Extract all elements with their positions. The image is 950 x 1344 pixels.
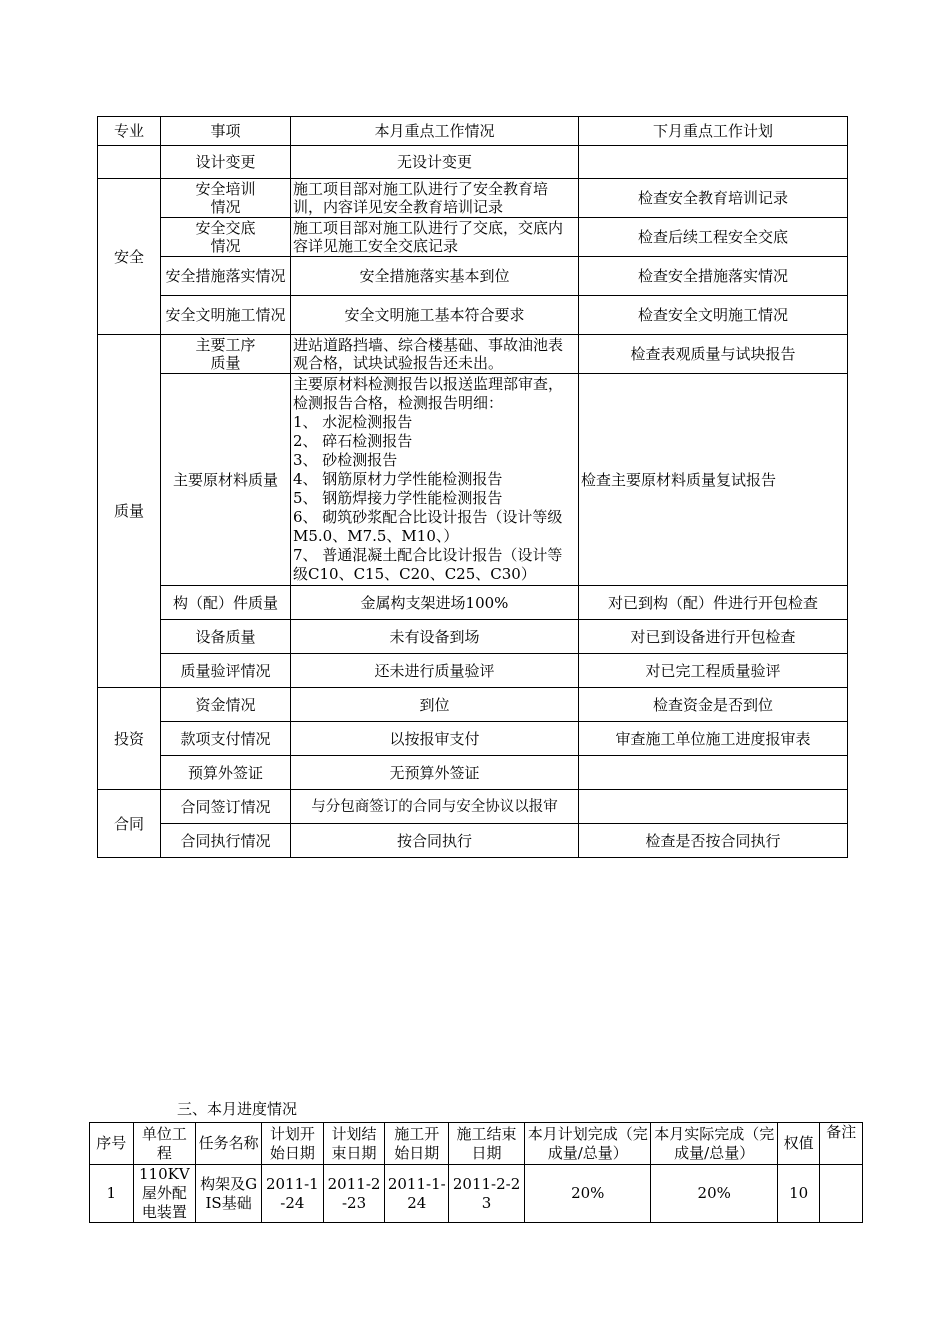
section-title: 三、本月进度情况 xyxy=(177,1100,298,1118)
item-cell: 预算外签证 xyxy=(161,756,291,790)
item-cell: 质量验评情况 xyxy=(161,654,291,688)
table-cell: 110KV屋外配电装置 xyxy=(133,1165,196,1223)
table-cell: 20% xyxy=(651,1165,777,1223)
table-cell: 2011-1-24 xyxy=(385,1165,449,1223)
item-cell: 安全措施落实情况 xyxy=(161,257,291,296)
next-cell: 对已到设备进行开包检查 xyxy=(579,620,848,654)
table-header-row xyxy=(98,117,848,146)
current-cell: 无设计变更 xyxy=(291,146,579,179)
current-cell: 施工项目部对施工队进行了安全教育培训，内容详见安全教育培训记录 xyxy=(291,179,579,218)
current-cell: 与分包商签订的合同与安全协议以报审 xyxy=(291,790,579,824)
next-cell xyxy=(579,756,848,790)
header-cell: 本月重点工作情况 xyxy=(291,117,579,146)
header-cell: 计划开始日期 xyxy=(261,1123,323,1165)
item-cell: 合同签订情况 xyxy=(161,790,291,824)
list-item: 2、 碎石检测报告 xyxy=(293,432,413,450)
current-cell: 进站道路挡墙、综合楼基础、事故油池表观合格，试块试验报告还未出。 xyxy=(291,335,579,374)
item-cell: 设计变更 xyxy=(161,146,291,179)
table-row xyxy=(98,824,848,858)
current-cell: 未有设备到场 xyxy=(291,620,579,654)
header-cell: 任务名称 xyxy=(196,1123,262,1165)
table-cell: 2011-2-23 xyxy=(449,1165,525,1223)
table-cell: 2011-1-24 xyxy=(261,1165,323,1223)
next-cell: 检查资金是否到位 xyxy=(579,688,848,722)
table-cell: 20% xyxy=(525,1165,651,1223)
item-cell: 安全交底 情况 xyxy=(161,218,291,257)
header-cell: 计划结束日期 xyxy=(323,1123,385,1165)
next-cell: 检查表观质量与试块报告 xyxy=(579,335,848,374)
header-cell: 事项 xyxy=(161,117,291,146)
item-cell: 主要原材料质量 xyxy=(161,374,291,586)
current-cell: 还未进行质量验评 xyxy=(291,654,579,688)
table-row xyxy=(98,688,848,722)
table-row xyxy=(98,335,848,374)
current-cell: 到位 xyxy=(291,688,579,722)
next-cell: 检查安全措施落实情况 xyxy=(579,257,848,296)
table-header-row xyxy=(90,1123,863,1165)
current-cell: 无预算外签证 xyxy=(291,756,579,790)
list-item: 6、 砌筑砂浆配合比设计报告（设计等级M5.0、M7.5、M10、） xyxy=(293,508,563,545)
header-cell: 权值 xyxy=(777,1123,819,1165)
list-item: 7、 普通混凝土配合比设计报告（设计等级C10、C15、C20、C25、C30） xyxy=(293,546,563,583)
next-cell: 检查是否按合同执行 xyxy=(579,824,848,858)
next-cell: 检查安全教育培训记录 xyxy=(579,179,848,218)
table-row xyxy=(98,296,848,335)
table-cell: 1 xyxy=(90,1165,134,1223)
item-cell: 合同执行情况 xyxy=(161,824,291,858)
next-cell xyxy=(579,146,848,179)
current-cell: 以按报审支付 xyxy=(291,722,579,756)
header-cell: 序号 xyxy=(90,1123,134,1165)
item-cell: 安全文明施工情况 xyxy=(161,296,291,335)
next-cell: 检查安全文明施工情况 xyxy=(579,296,848,335)
header-cell: 施工结束日期 xyxy=(449,1123,525,1165)
table-row xyxy=(98,218,848,257)
materials-cell xyxy=(291,374,579,586)
current-cell: 安全文明施工基本符合要求 xyxy=(291,296,579,335)
next-cell: 对已完工程质量验评 xyxy=(579,654,848,688)
table-row xyxy=(98,586,848,620)
table-row xyxy=(98,620,848,654)
table-row xyxy=(98,179,848,218)
list-item: 5、 钢筋焊接力学性能检测报告 xyxy=(293,489,503,507)
current-cell: 安全措施落实基本到位 xyxy=(291,257,579,296)
next-cell xyxy=(579,790,848,824)
next-cell: 检查后续工程安全交底 xyxy=(579,218,848,257)
current-cell: 金属构支架进场100% xyxy=(291,586,579,620)
item-cell: 安全培训 情况 xyxy=(161,179,291,218)
table-cell: 2011-2-23 xyxy=(323,1165,385,1223)
next-cell: 检查主要原材料质量复试报告 xyxy=(579,374,848,586)
table-row xyxy=(98,756,848,790)
item-cell: 资金情况 xyxy=(161,688,291,722)
category-cell: 质量 xyxy=(98,335,161,688)
category-cell: 安全 xyxy=(98,179,161,335)
next-cell: 审查施工单位施工进度报审表 xyxy=(579,722,848,756)
table-row xyxy=(98,146,848,179)
item-cell: 款项支付情况 xyxy=(161,722,291,756)
monthly-work-table xyxy=(97,116,848,858)
table-row xyxy=(98,374,848,586)
table-row xyxy=(98,790,848,824)
list-item: 3、 砂检测报告 xyxy=(293,451,398,469)
item-cell: 主要工序 质量 xyxy=(161,335,291,374)
category-cell: 投资 xyxy=(98,688,161,790)
header-cell: 单位工程 xyxy=(133,1123,196,1165)
table-row xyxy=(98,257,848,296)
table-cell xyxy=(820,1165,863,1223)
table-cell: 构架及GIS基础 xyxy=(196,1165,262,1223)
table-row xyxy=(98,654,848,688)
current-cell: 施工项目部对施工队进行了交底，交底内容详见施工安全交底记录 xyxy=(291,218,579,257)
header-cell: 备注 xyxy=(820,1123,863,1165)
header-cell: 专业 xyxy=(98,117,161,146)
materials-intro: 主要原材料检测报告以报送监理部审查，检测报告合格，检测报告明细： xyxy=(293,375,564,412)
header-cell: 本月实际完成（完成量/总量） xyxy=(651,1123,777,1165)
item-cell: 设备质量 xyxy=(161,620,291,654)
list-item: 4、 钢筋原材力学性能检测报告 xyxy=(293,470,503,488)
category-cell: 合同 xyxy=(98,790,161,858)
current-cell: 按合同执行 xyxy=(291,824,579,858)
progress-table xyxy=(89,1122,863,1223)
table-row xyxy=(90,1165,863,1223)
item-cell: 构（配）件质量 xyxy=(161,586,291,620)
table-cell: 10 xyxy=(777,1165,819,1223)
header-cell: 下月重点工作计划 xyxy=(579,117,848,146)
next-cell: 对已到构（配）件进行开包检查 xyxy=(579,586,848,620)
list-item: 1、 水泥检测报告 xyxy=(293,413,413,431)
table-row xyxy=(98,722,848,756)
header-cell: 施工开始日期 xyxy=(385,1123,449,1165)
header-cell: 本月计划完成（完成量/总量） xyxy=(525,1123,651,1165)
